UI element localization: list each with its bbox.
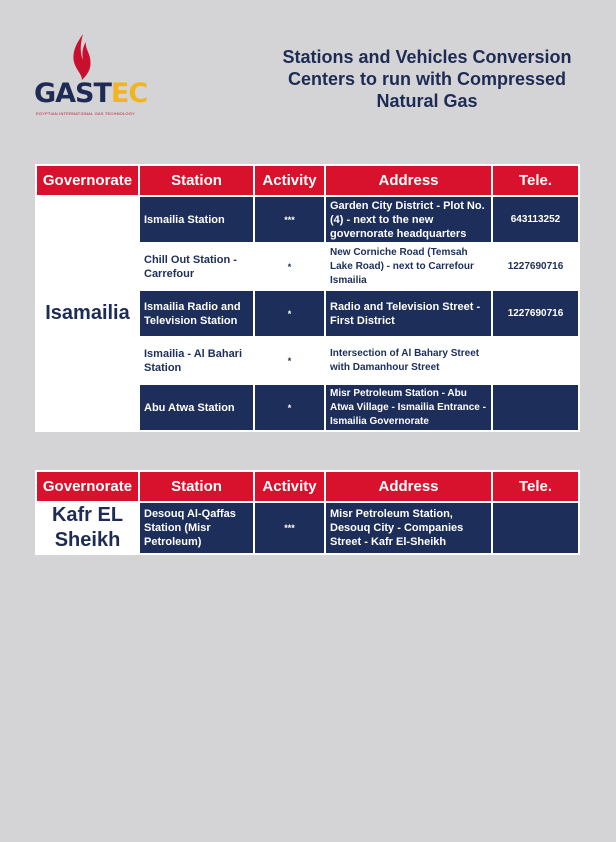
station-cell: Desouq Al-Qaffas Station (Misr Petroleum) — [140, 503, 253, 553]
address-cell: Misr Petroleum Station - Abu Atwa Village - Ismailia Entrance - Ismailia Governorate — [326, 385, 491, 430]
station-cell: Ismailia Station — [140, 197, 253, 242]
tele-cell — [493, 503, 578, 553]
header-tele: Tele. — [493, 166, 578, 195]
title-line: Centers to run with Compressed — [287, 69, 567, 89]
title-line: Natural Gas — [376, 91, 478, 111]
title-line: Stations and Vehicles Conversion — [282, 47, 572, 67]
station-cell: Ismailia Radio and Television Station — [140, 291, 253, 336]
flame-icon — [70, 34, 94, 80]
table-header-row — [37, 166, 578, 195]
address-cell: Misr Petroleum Station, Desouq City - Companies Street - Kafr El-Sheikh — [326, 503, 491, 553]
logo-wordmark — [34, 80, 147, 107]
page-title — [262, 46, 592, 112]
header-governorate: Governorate — [37, 166, 138, 195]
station-cell: Ismailia - Al Bahari Station — [140, 338, 253, 383]
table-row — [37, 503, 578, 553]
logo-tagline: EGYPTIAN INTERNATIONAL GAS TECHNOLOGY — [36, 111, 135, 116]
activity-cell: * — [255, 385, 324, 430]
address-cell: Intersection of Al Bahary Street with Damanhour Street — [326, 338, 491, 383]
stations-table-isamailia — [35, 164, 580, 432]
activity-cell: * — [255, 291, 324, 336]
header-address: Address — [326, 166, 491, 195]
activity-cell: *** — [255, 503, 324, 553]
address-cell: Radio and Television Street - First District — [326, 291, 491, 336]
logo-brand-suffix: EC — [110, 78, 148, 109]
tele-cell — [493, 338, 578, 383]
header-tele: Tele. — [493, 472, 578, 501]
governorate-cell: Kafr EL Sheikh — [37, 503, 138, 553]
station-cell: Abu Atwa Station — [140, 385, 253, 430]
station-cell: Chill Out Station - Carrefour — [140, 244, 253, 289]
tele-cell: 643113252 — [493, 197, 578, 242]
logo-brand-prefix: GAST — [34, 78, 111, 109]
address-cell: Garden City District - Plot No. (4) - next to the new governorate headquarters — [326, 197, 491, 242]
header-activity: Activity — [255, 472, 324, 501]
governorate-cell: Isamailia — [37, 197, 138, 430]
activity-cell: *** — [255, 197, 324, 242]
header-governorate: Governorate — [37, 472, 138, 501]
address-cell: New Corniche Road (Temsah Lake Road) - next to Carrefour Ismailia — [326, 244, 491, 289]
stations-table-kafr-el-sheikh — [35, 470, 580, 555]
activity-cell: * — [255, 338, 324, 383]
tele-cell: 1227690716 — [493, 244, 578, 289]
header-station: Station — [140, 472, 253, 501]
tele-cell: 1227690716 — [493, 291, 578, 336]
activity-cell: * — [255, 244, 324, 289]
table-header-row — [37, 472, 578, 501]
tele-cell — [493, 385, 578, 430]
gastec-logo — [30, 34, 148, 118]
header-address: Address — [326, 472, 491, 501]
table-row — [37, 197, 578, 242]
header-activity: Activity — [255, 166, 324, 195]
header-station: Station — [140, 166, 253, 195]
